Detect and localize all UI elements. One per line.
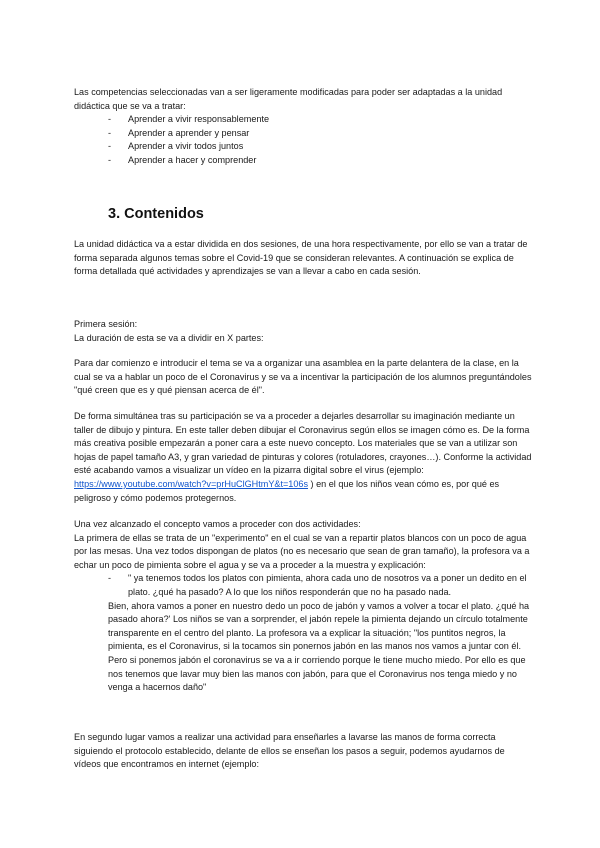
session-duration: La duración de esta se va a dividir en X partes: bbox=[74, 332, 264, 343]
session1-paragraph-1 bbox=[74, 357, 534, 398]
session1-paragraph-2 bbox=[74, 410, 534, 505]
workshop-text: De forma simultánea tras su participación se va a proceder a dejarles desarrollar su imaginación mediante un taller de dibujo y pintura. En este taller deben dibujar el Coronavirus según ellos se imagen cómo es. De la forma más creativa posible empezarán a poner cara a este nuevo concepto. Los materiales que se van a utilizar son hojas de papel tamaño A3, y gran variedad de pinturas y colores (rotuladores, crayones…). Conforme la actividad esté acabando vamos a visualizar un vídeo en la pizarra digital sobre el virus (ejemplo: bbox=[74, 411, 532, 476]
session1-paragraph-3 bbox=[74, 518, 534, 695]
section-paragraph: La unidad didáctica va a estar dividida en dos sesiones, de una hora respectivamente, por ello se van a tratar de forma separada algunos temas sobre el Covid-19 que se consideran relevantes. A continuación se explica de forma detallada qué actividades y aprendizajes se van a llevar a cabo en cada sesión. bbox=[74, 239, 528, 277]
quote-list bbox=[74, 572, 534, 599]
quote-item: - " ya tenemos todos los platos con pimienta, ahora cada uno de nosotros va a poner un dedito en el plato. ¿qué ha pasado? A lo que los niños responderán que no ha pasado nada. bbox=[74, 572, 534, 599]
experiment-paragraph: La primera de ellas se trata de un "experimento" en el cual se van a repartir platos blancos con un poco de agua por las mesas. Una vez todos dispongan de platos (no es necesario que sean de gran tamaño), la profesora va a echar un poco de pimienta sobre el agua y se va a proceder a la muestra y explicación: bbox=[74, 532, 530, 570]
list-item: - Aprender a hacer y comprender bbox=[74, 154, 534, 168]
video-link[interactable]: https://www.youtube.com/watch?v=prHuClGHtmY&t=106s bbox=[74, 478, 309, 489]
intro-block bbox=[74, 86, 534, 168]
session-title: Primera sesión: bbox=[74, 319, 138, 329]
list-item: - Aprender a vivir responsablemente bbox=[74, 113, 534, 127]
session1-paragraph-4 bbox=[74, 731, 534, 772]
section-heading: 3. Contenidos bbox=[108, 206, 204, 222]
list-item: - Aprender a aprender y pensar bbox=[74, 127, 534, 141]
handwash-paragraph: En segundo lugar vamos a realizar una actividad para enseñarles a lavarse las manos de forma correcta siguiendo el protocolo establecido, delante de ellos se enseñan los pasos a seguir, podemos ayudarnos de vídeos que encontramos en internet (ejemplo: bbox=[74, 732, 505, 770]
quote-continuation: Bien, ahora vamos a poner en nuestro dedo un poco de jabón y vamos a volver a tocar el plato. ¿qué ha pasado ahora?' Los niños se van a sorprender, el jabón repele la pimienta dejando un círculo totalmente transparente en el centro del planto. La profesora va a explicar la situación; "los puntitos negros, la pimienta, es el Coronavirus, si la tocamos sin ponernos jabón en las manos nos vamos a juntar con él. Pero si ponemos jabón el coronavirus se va a ir corriendo porque le tiene mucho miedo. Por ello es que nos tenemos que lavar muy bien las manos con jabón, para que el Coronavirus nos tenga miedo y no venga a hacernos daño" bbox=[108, 600, 530, 693]
intro-paragraph: Las competencias seleccionadas van a ser ligeramente modificadas para poder ser adaptadas a la unidad didáctica que se va a tratar: bbox=[74, 87, 503, 111]
activities-intro: Una vez alcanzado el concepto vamos a proceder con dos actividades: bbox=[74, 519, 361, 529]
session1-header bbox=[74, 318, 534, 345]
assembly-paragraph: Para dar comienzo e introducir el tema se va a organizar una asamblea en la parte delantera de la clase, en la cual se va a hablar un poco de el Coronavirus y se va a incentivar la participación de los alumnos preguntándoles "qué creen que es y qué piensan acerca de él". bbox=[74, 358, 532, 396]
list-item: - Aprender a vivir todos juntos bbox=[74, 140, 534, 154]
competences-list bbox=[74, 113, 534, 167]
section-intro-block bbox=[74, 238, 534, 279]
workshop-text-end: ) en el que los niños vean cómo es, por qué es peligroso y cómo podemos protegernos. bbox=[74, 478, 500, 503]
workshop-paragraph bbox=[74, 410, 534, 505]
